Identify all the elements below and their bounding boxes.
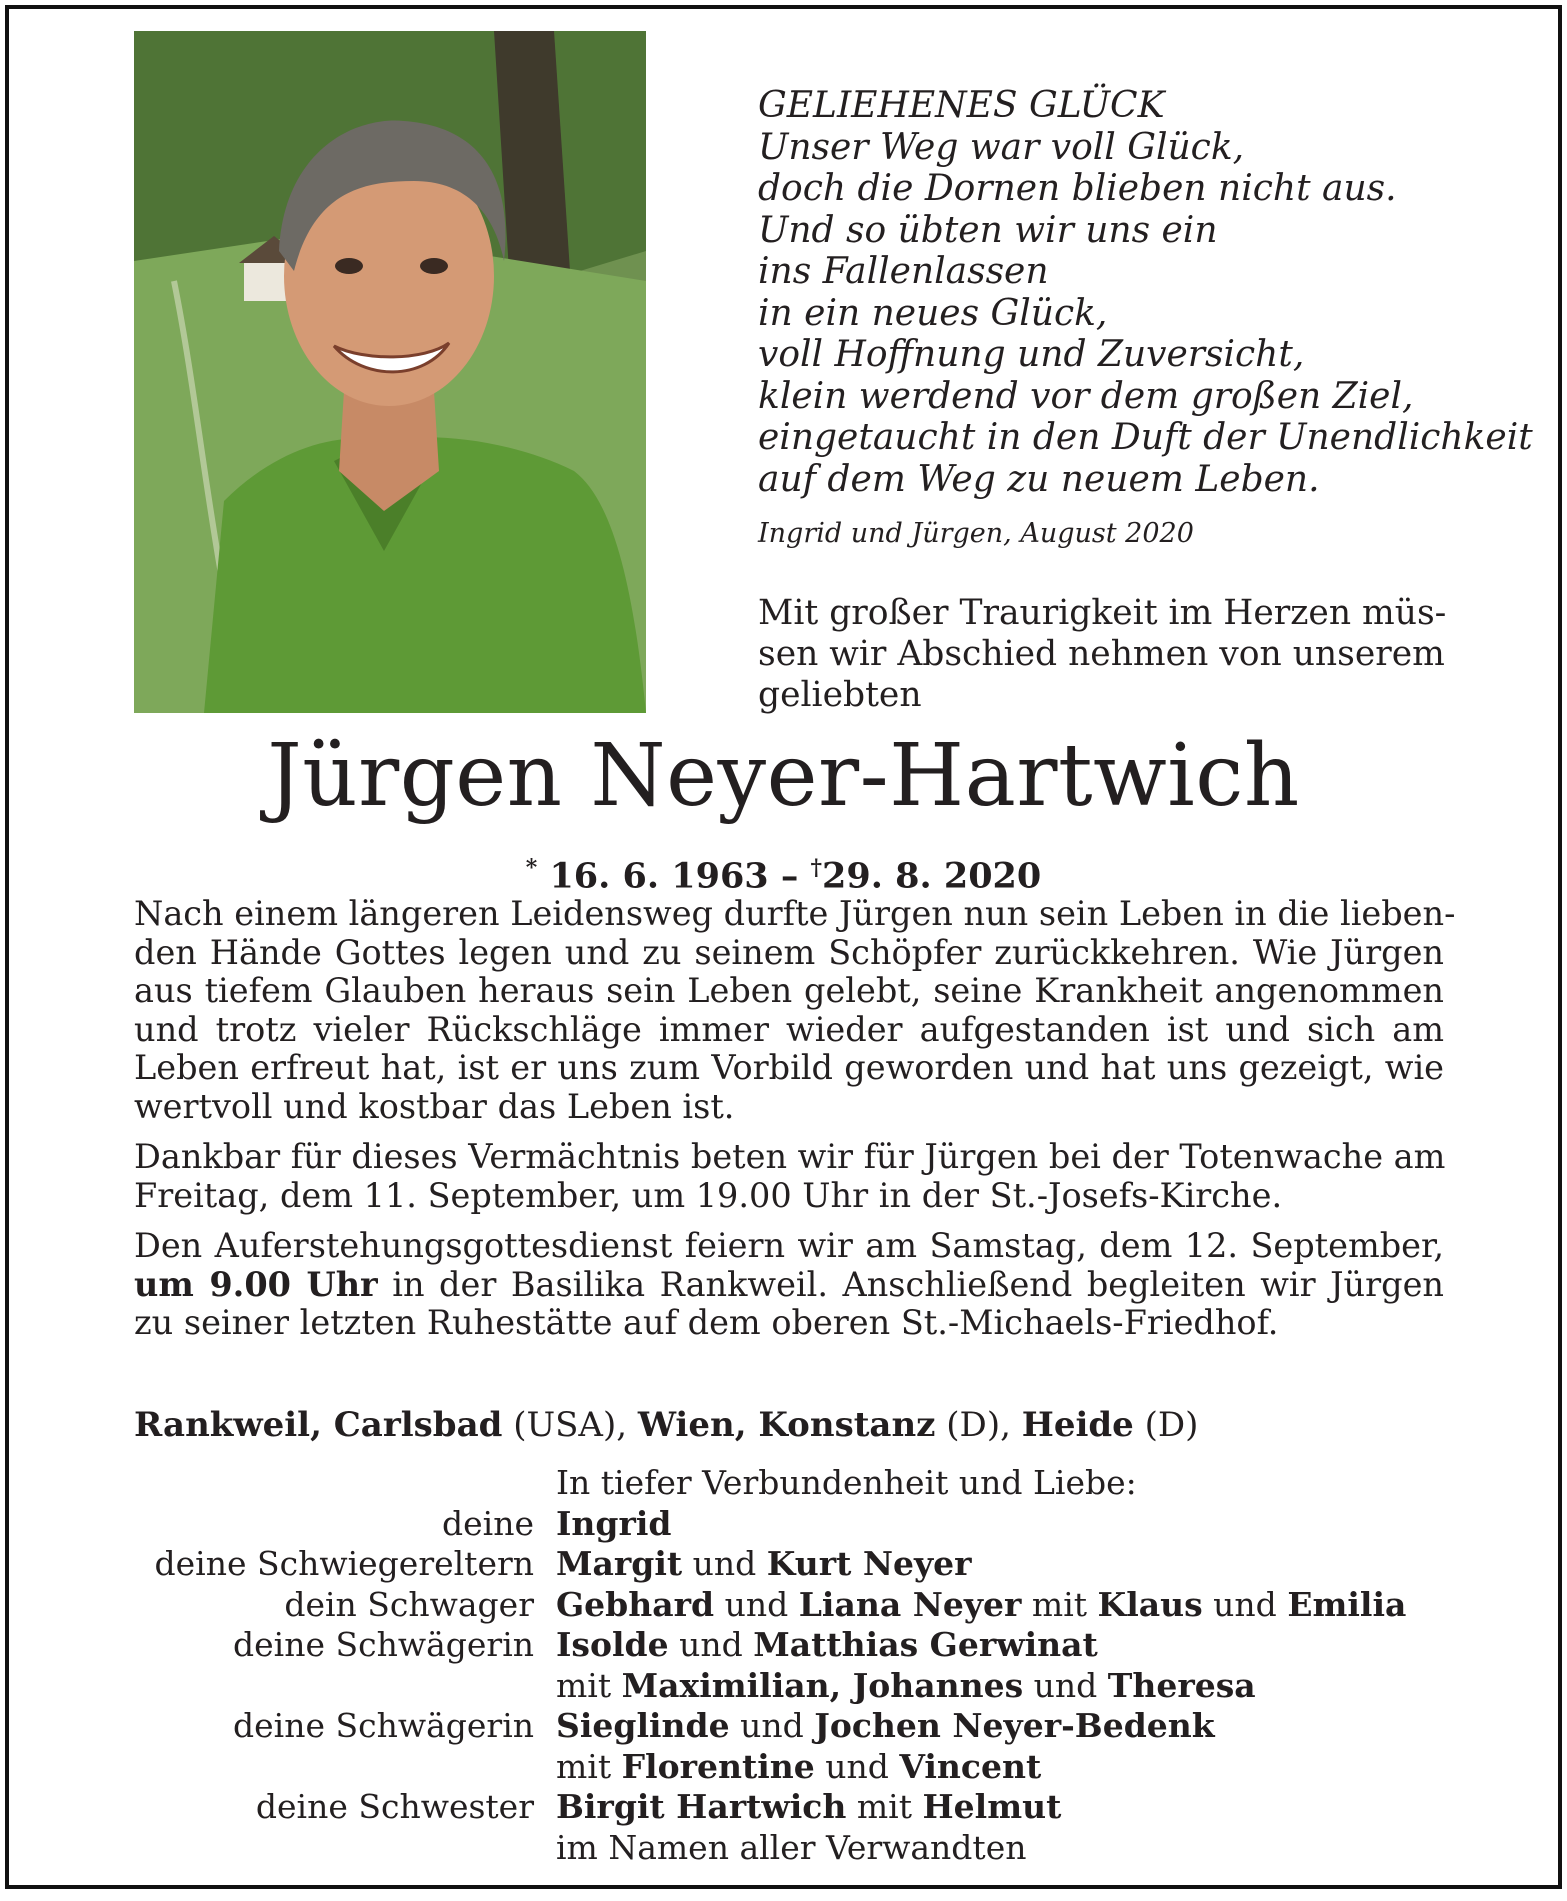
- date-separator: –: [780, 855, 799, 897]
- member-name: Florentine: [621, 1746, 815, 1786]
- joiner: und: [668, 1625, 754, 1664]
- relation: deine Schwester: [255, 1787, 534, 1826]
- text-line: aus tiefem Glauben heraus sein Leben gelebt, seine Krankheit angenommen: [134, 971, 1444, 1010]
- obituary-notice: [5, 5, 1562, 1889]
- poem-line: ins Fallenlassen: [758, 251, 1049, 292]
- portrait-photo: [134, 31, 646, 713]
- text-line: wertvoll und kostbar das Leben ist.: [134, 1086, 735, 1126]
- family-row: [134, 1504, 1444, 1545]
- life-dates: [9, 847, 1558, 898]
- poem-title: GELIEHENES GLÜCK: [758, 85, 1165, 126]
- member-name: Matthias Gerwinat: [753, 1625, 1098, 1664]
- joiner: und: [714, 1584, 799, 1624]
- text-line: Dankbar für dieses Vermächtnis beten wir für Jürgen bei der Totenwache am: [134, 1137, 1446, 1176]
- family-closing-row: [134, 1828, 1444, 1869]
- deceased-name: Jürgen Neyer-Hartwich: [267, 726, 1300, 826]
- text-line: den Hände Gottes legen und zu seinem Schöpfer zurückkehren. Wie Jürgen: [134, 932, 1444, 972]
- member-name: Liana Neyer: [798, 1584, 1022, 1624]
- member-name: Jochen Neyer-Bedenk: [814, 1706, 1215, 1745]
- text-line: zu seiner letzten Ruhestätte auf dem oberen St.-Michaels-Friedhof.: [134, 1303, 1279, 1342]
- poem-line: doch die Dornen blieben nicht aus.: [758, 168, 1397, 209]
- location-note: (D): [1133, 1405, 1199, 1445]
- member-name: Vincent: [899, 1746, 1042, 1786]
- text-line: und trotz vieler Rückschläge immer wieder aufgestanden ist und sich am: [134, 1009, 1444, 1049]
- member-name: Kurt Neyer: [766, 1544, 972, 1583]
- paragraph-wake: [134, 1138, 1444, 1215]
- member-name: Maximilian, Johannes: [621, 1665, 1024, 1705]
- death-date: 29. 8. 2020: [822, 855, 1042, 897]
- text-line: Leben erfreut hat, ist er uns zum Vorbild geworden und hat uns gezeigt, wie: [134, 1048, 1444, 1087]
- family-row: [134, 1666, 1444, 1707]
- member-name: Isolde: [556, 1625, 669, 1664]
- text-line: Den Auferstehungsgottesdienst feiern wir am Samstag, dem 12. September,: [134, 1226, 1444, 1265]
- intro-line: sen wir Abschied nehmen von unserem: [758, 634, 1445, 674]
- poem-line: Unser Weg war voll Glück,: [758, 126, 1245, 168]
- joiner: mit: [846, 1787, 923, 1826]
- service-time: um 9.00 Uhr: [134, 1264, 378, 1304]
- relation: dein Schwager: [284, 1584, 534, 1624]
- intro-line: geliebten: [758, 675, 922, 715]
- family-row: [134, 1787, 1444, 1828]
- intro-text: [758, 593, 1448, 716]
- joiner: mit: [556, 1746, 622, 1786]
- text-line: Nach einem längeren Leidensweg durfte Jürgen nun sein Leben in die lieben-: [134, 894, 1456, 933]
- location-note: (D),: [935, 1405, 1022, 1445]
- paragraph-service: [134, 1227, 1444, 1343]
- joiner: und: [682, 1544, 767, 1583]
- poem-signature: Ingrid und Jürgen, August 2020: [758, 518, 1194, 549]
- joiner: und: [814, 1746, 900, 1786]
- relation: deine Schwägerin: [233, 1706, 534, 1745]
- poem-line: klein werdend vor dem großen Ziel,: [758, 375, 1414, 417]
- family-heading-row: [134, 1463, 1444, 1504]
- family-row: [134, 1585, 1444, 1626]
- birth-symbol: *: [525, 855, 538, 881]
- body-text: [134, 894, 1456, 1355]
- poem-line: auf dem Weg zu neuem Leben.: [758, 458, 1320, 500]
- family-heading: In tiefer Verbundenheit und Liebe:: [556, 1463, 1137, 1502]
- locations-line: [134, 1405, 1444, 1445]
- joiner: und: [1202, 1584, 1288, 1624]
- text-line: [134, 1266, 1444, 1305]
- birth-date: 16. 6. 1963: [549, 855, 769, 897]
- member-name: Ingrid: [556, 1503, 672, 1543]
- poem-line: in ein neues Glück,: [758, 292, 1108, 334]
- member-name: Sieglinde: [556, 1706, 730, 1745]
- poem-line: voll Hoffnung und Zuversicht,: [758, 334, 1305, 375]
- family-row: [134, 1747, 1444, 1788]
- poem: [758, 85, 1533, 550]
- poem-line: eingetaucht in den Duft der Unendlichkeit: [758, 417, 1533, 458]
- family-row: [134, 1625, 1444, 1666]
- member-name: Theresa: [1107, 1665, 1256, 1705]
- member-name: Margit: [556, 1544, 683, 1583]
- paragraph-farewell: [134, 894, 1456, 1126]
- member-name: Helmut: [922, 1787, 1062, 1826]
- relation: deine Schwägerin: [233, 1625, 534, 1664]
- location: Rankweil, Carlsbad: [134, 1405, 503, 1445]
- family-list: [134, 1463, 1444, 1868]
- location: Heide: [1021, 1405, 1134, 1445]
- family-row: [134, 1544, 1444, 1585]
- joiner: mit: [556, 1665, 622, 1705]
- joiner: und: [1023, 1665, 1108, 1705]
- member-name: Klaus: [1097, 1584, 1203, 1624]
- poem-line: Und so übten wir uns ein: [758, 209, 1218, 251]
- family-row: [134, 1706, 1444, 1747]
- member-name: Birgit Hartwich: [556, 1787, 847, 1826]
- service-place: in der Basilika Rankweil. Anschließend begleiten wir Jürgen: [377, 1264, 1444, 1304]
- intro-line: Mit großer Traurigkeit im Herzen müs-: [758, 593, 1447, 633]
- relation: deine Schwiegereltern: [154, 1544, 534, 1583]
- family-closing: im Namen aller Verwandten: [556, 1827, 1027, 1867]
- location-note: (USA),: [502, 1405, 638, 1445]
- member-name: Gebhard: [556, 1584, 715, 1624]
- location: Wien, Konstanz: [637, 1405, 936, 1445]
- death-symbol: †: [810, 855, 823, 881]
- member-name: Emilia: [1287, 1584, 1407, 1624]
- text-line: Freitag, dem 11. September, um 19.00 Uhr in der St.-Josefs-Kirche.: [134, 1175, 1283, 1215]
- joiner: und: [729, 1706, 815, 1745]
- joiner: mit: [1021, 1584, 1098, 1624]
- relation: deine: [442, 1503, 534, 1543]
